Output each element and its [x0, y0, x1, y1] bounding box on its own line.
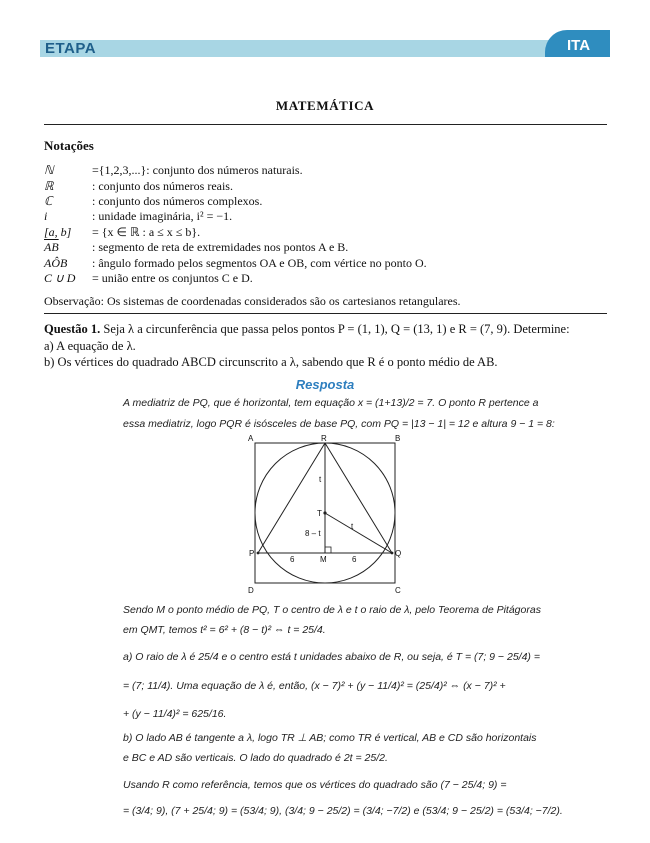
label-t-hyp: t — [351, 522, 354, 531]
label-d: D — [248, 586, 254, 595]
notacao-row: C ∪ D = união entre os conjuntos C e D. — [44, 271, 253, 285]
label-r: R — [321, 434, 327, 443]
resposta-line: A mediatriz de PQ, que é horizontal, tem equação x = (1+13)/2 = 7. O ponto R pertence a — [123, 397, 539, 409]
label-m: M — [320, 555, 327, 564]
label-t-upper: t — [319, 475, 322, 484]
label-t: T — [317, 509, 322, 518]
questao-item-a: a) A equação de λ. — [44, 339, 136, 353]
notacao-row: i : unidade imaginária, i² = −1. — [44, 209, 233, 223]
resposta-line: essa mediatriz, logo PQR é isósceles de base PQ, com PQ = |13 − 1| = 12 e altura 9 − 1 = 8: — [123, 418, 555, 430]
label-b: B — [395, 434, 401, 443]
header-tab — [545, 30, 610, 57]
right-angle-marker — [325, 547, 331, 553]
header-banner — [40, 40, 610, 57]
segment-tq — [325, 513, 392, 553]
label-six-left: 6 — [290, 555, 295, 564]
notacoes-heading: Notações — [44, 138, 94, 153]
questao-text: Seja λ a circunferência que passa pelos pontos P = (1, 1), Q = (13, 1) e R = (7, 9). Determine: — [103, 322, 570, 336]
geometry-figure — [245, 432, 405, 602]
notacao-row: [a, b] = {x ∈ ℝ : a ≤ x ≤ b}. — [44, 225, 201, 239]
notacao-row: $\overline{AB}$ : segmento de reta de extremidades nos pontos A e B. — [44, 240, 349, 254]
resposta-line: Usando R como referência, temos que os vértices do quadrado são (7 − 25/4; 9) = — [123, 779, 507, 791]
notacao-row: AÔB : ângulo formado pelos segmentos OA e OB, com vértice no ponto O. — [44, 256, 427, 270]
resposta-line: b) O lado AB é tangente a λ, logo TR ⊥ AB; como TR é vertical, AB e CD são horizontais — [123, 732, 537, 744]
resposta-heading: Resposta — [295, 377, 355, 392]
label-a: A — [248, 434, 254, 443]
point-p — [257, 552, 260, 555]
resposta-line: Sendo M o ponto médio de PQ, T o centro de λ e t o raio de λ, pelo Teorema de Pitágoras — [123, 604, 541, 616]
point-t — [323, 511, 326, 514]
label-six-right: 6 — [352, 555, 357, 564]
header-right-label: ITA — [567, 37, 591, 54]
divider — [44, 313, 607, 314]
resposta-line: a) O raio de λ é 25/4 e o centro está t unidades abaixo de R, ou seja, é T = (7; 9 − 25/4) = — [123, 651, 540, 663]
label-p: P — [249, 549, 255, 558]
questao-enunciado — [44, 322, 570, 337]
notacao-row: ℝ : conjunto dos números reais. — [44, 179, 233, 193]
resposta-line: + (y − 11/4)² = 625/16. — [123, 708, 227, 720]
questao-item-b: b) Os vértices do quadrado ABCD circunscrito a λ, sabendo que R é o ponto médio de AB. — [44, 355, 498, 369]
label-c: C — [395, 586, 401, 595]
resposta-line: = (7; 11/4). Uma equação de λ é, então, (x − 7)² + (y − 11/4)² = (25/4)² ⇔ (x − 7)² + — [123, 680, 506, 692]
resposta-line: = (3/4; 9), (7 + 25/4; 9) = (53/4; 9), (3/4; 9 − 25/2) = (3/4; −7/2) e (53/4; 9 − 25/2) = (53/4; −7/2). — [123, 805, 563, 817]
notacao-row: ℂ : conjunto dos números complexos. — [44, 194, 263, 208]
observacao: Observação: Os sistemas de coordenadas considerados são os cartesianos retangulares. — [44, 294, 461, 308]
header-left-label: ETAPA — [45, 40, 97, 57]
resposta-line: e BC e AD são verticais. O lado do quadrado é 2t = 25/2. — [123, 752, 388, 764]
questao-label: Questão 1. — [44, 322, 101, 336]
page-title: MATEMÁTICA — [275, 98, 375, 113]
resposta-line: em QMT, temos t² = 6² + (8 − t)² ⇔ t = 25/4. — [123, 624, 326, 636]
point-q — [391, 552, 394, 555]
notacao-row: ℕ ={1,2,3,...}: conjunto dos números naturais. — [44, 163, 303, 177]
label-q: Q — [395, 549, 402, 558]
divider — [44, 124, 607, 125]
label-eight-minus-t: 8 – t — [305, 529, 321, 538]
